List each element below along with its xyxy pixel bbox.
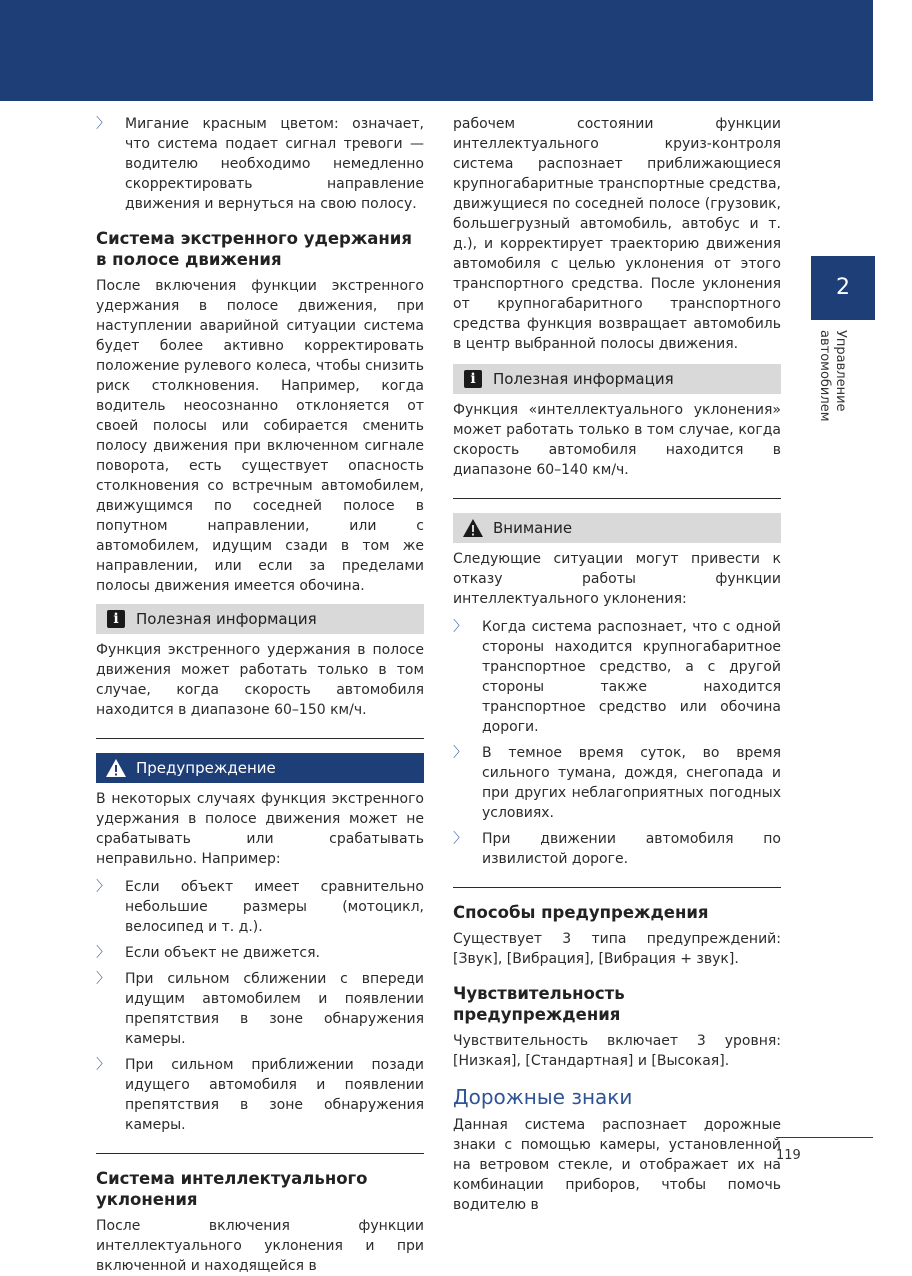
caution-box-header [453,513,781,543]
caution-list [453,617,781,869]
chevron-right-icon: 〉 [96,971,110,987]
chevron-right-icon: 〉 [453,619,467,635]
methods-heading: Способы предупреждения [453,903,709,922]
chevron-right-icon: 〉 [96,945,110,961]
evasion-text: После включения функции интеллектуального уклонения и при включенной и находящейся в [96,1218,424,1274]
list-item: 〉 При сильном сближении с впереди идущим автомобилем и появлении препятствия в зоне обнаружения камеры. [96,971,424,1047]
sensitivity-text: Чувствительность включает 3 уровня: [Низкая], [Стандартная] и [Высокая]. [453,1033,781,1069]
info-label: Полезная информация [136,610,317,628]
evasion-heading: Система интеллектуального уклонения [96,1169,368,1209]
chevron-right-icon: 〉 [96,879,110,895]
divider [453,498,781,499]
footer-rule [776,1137,873,1138]
chapter-number: 2 [811,256,875,320]
emergency-heading: Система экстренного удержания в полосе движения [96,229,412,269]
divider [453,887,781,888]
list-item: 〉 Если объект имеет сравнительно небольшие размеры (мотоцикл, велосипед и т. д.). [96,879,424,935]
road-signs-heading: Дорожные знаки [453,1085,633,1109]
warning-box-header [96,753,424,783]
chevron-right-icon: 〉 [453,745,467,761]
info-box-header [453,364,781,394]
list-item: 〉 Мигание красным цветом: означает, что система подает сигнал тревоги — водителю необходимо немедленно скорректировать направление движения и вернуться на свою полосу. [96,116,424,212]
info-label: Полезная информация [493,370,674,388]
emergency-text: После включения функции экстренного удержания в полосе движения, при наступлении аварийной ситуации система будет более активно корректировать положение рулевого колеса, чтобы снизить риск столкновения. Например, когда водитель неосознанно отклоняется от своей полосы или собирается сменить полосу движения при включенном сигнале поворота, есть существует опасность столкновения со встречным автомобилем, движущимся по соседней полосе в попутном направлении, или с автомобилем, идущим сзади в том же направлении, или если за пределами полосы движения имеется обочина. [96,278,424,594]
page-number: 119 [776,1148,801,1163]
info-box-header [96,604,424,634]
left-column [96,114,424,1276]
chevron-right-icon: 〉 [96,1057,110,1073]
sensitivity-heading: Чувствительность предупреждения [453,984,625,1024]
road-signs-text: Данная система распознает дорожные знаки с помощью камеры, установленной на ветровом стекле, и отображает их на комбинации приборов, чтобы помочь водителю в [453,1117,781,1213]
info-text: Функция «интеллектуального уклонения» может работать только в том случае, когда скорость автомобиля находится в диапазоне 60–140 км/ч. [453,402,781,478]
list-item: 〉 Если объект не движется. [96,945,321,961]
warning-label: Предупреждение [136,759,276,777]
chevron-right-icon: 〉 [96,116,110,132]
intro-bullets [96,114,424,214]
divider [96,1153,424,1154]
chapter-title: Управление автомобилем [817,330,848,422]
info-icon: i [464,370,482,388]
warning-triangle-icon [105,758,127,778]
list-item: 〉 При движении автомобиля по извилистой дороге. [453,831,781,867]
caution-label: Внимание [493,519,573,537]
evasion-continued-text: рабочем состоянии функции интеллектуального круиз-контроля система распознает приближающиеся крупногабаритные транспортные средства, движущиеся по соседней полосе (грузовик, большегрузный автомобиль, автобус и т. д.), и корректирует траекторию движения автомобиля с целью уклонения от этого транспортного средства. После уклонения от крупногабаритного транспортного средства функция возвращает автомобиль в центр выбранной полосы движения. [453,116,781,352]
header-band [0,0,873,101]
right-column [453,114,781,1215]
info-icon: i [107,610,125,628]
list-item: 〉 Когда система распознает, что с одной стороны находится крупногабаритное транспортное средство, а с другой стороны также находится транспортное средство или обочина дороги. [453,619,781,735]
chevron-right-icon: 〉 [453,831,467,847]
methods-text: Существует 3 типа предупреждений: [Звук], [Вибрация], [Вибрация + звук]. [453,931,781,967]
warning-text: В некоторых случаях функция экстренного удержания в полосе движения может не срабатывать или срабатывать неправильно. Например: [96,791,424,867]
caution-text: Следующие ситуации могут привести к отказу работы функции интеллектуального уклонения: [453,551,781,607]
list-item: 〉 В темное время суток, во время сильного тумана, дождя, снегопада и при других неблагоприятных погодных условиях. [453,745,781,821]
info-text: Функция экстренного удержания в полосе движения может работать только в том случае, когда скорость автомобиля находится в диапазоне 60–150 км/ч. [96,642,424,718]
warning-list [96,877,424,1135]
caution-triangle-icon [462,518,484,538]
divider [96,738,424,739]
list-item: 〉 При сильном приближении позади идущего автомобиля и появлении препятствия в зоне обнаружения камеры. [96,1057,424,1133]
